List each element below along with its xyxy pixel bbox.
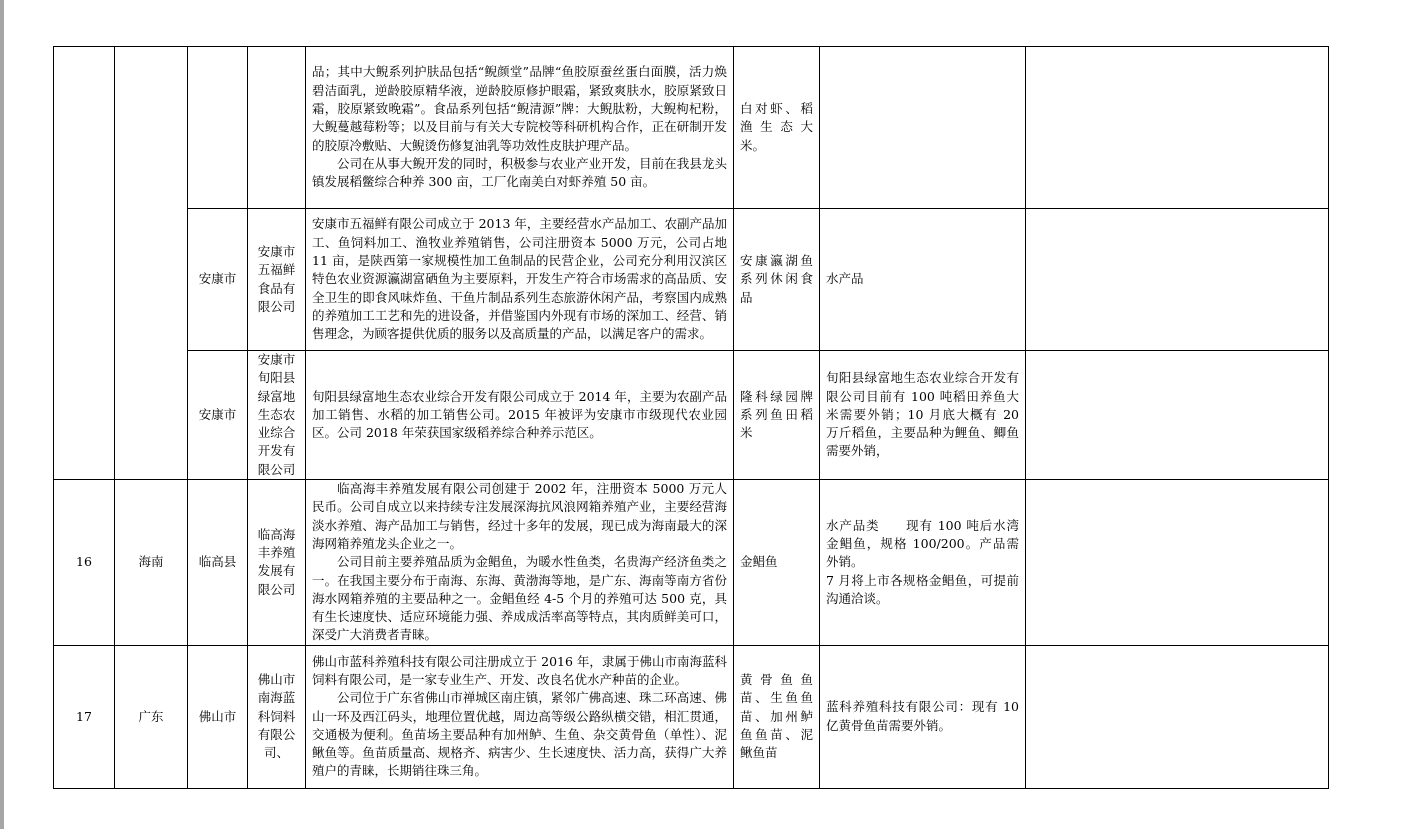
- intro-paragraph: 品；其中大鲵系列护肤品包括“鲵颜堂”品牌“鱼胶原蚕丝蛋白面膜，活力焕碧洁面乳，逆龄胶原精华液，逆龄胶原修护眼霜，紧致爽肤水，胶原紧致日霜，胶原紧致晚霜”。食品系列包括“鲵清源”牌：大鲵肽粉，大鲵枸杞粉，大鲵蔓越莓粉等；以及目前与有关大专院校等科研机构合作，正在研制开发的胶原冷敷贴、大鲵烫伤修复油乳等功效性皮肤护理产品。: [312, 64, 727, 153]
- table-row: [54, 645, 1329, 788]
- city: [188, 47, 248, 209]
- intro-paragraph: 安康市五福鲜有限公司成立于 2013 年，主要经营水产品加工、农副产品加工、鱼饲料加工、渔牧业养殖销售，公司注册资本 5000 万元，公司占地 11 亩，是陕西第一家规模性加工鱼制品的民营企业，公司充分利用汉滨区特色农业资源瀛湖富硒鱼为主要原料，开发生产符合市场需求的高品质、安全卫生的即食风味炸鱼、干鱼片制品系列生态旅游休闲产品，考察国内成熟的养殖加工工艺和先的进设备，并借鉴国内外现有市场的深加工、经营、销售理念，为顾客提供优质的服务以及高质量的产品，以满足客户的需求。: [312, 216, 727, 342]
- table-row: [54, 209, 1329, 351]
- product: 白对虾、稻渔生态大米。: [734, 47, 820, 209]
- remark: [1026, 209, 1329, 351]
- intro-paragraph: 临高海丰养殖发展有限公司创建于 2002 年，注册资本 5000 万元人民币。公司自成立以来持续专注发展深海抗风浪网箱养殖产业，主要经营海淡水养殖、海产品加工与销售，经过十多年的发展，现已成为海南最大的深海网箱养殖龙头企业之一。: [312, 481, 727, 551]
- intro-paragraph: 公司在从事大鲵开发的同时，积极参与农业产业开发，目前在我县龙头镇发展稻鳖综合种养 300 亩，工厂化南美白对虾养殖 50 亩。: [312, 155, 727, 190]
- company-name: 佛山市南海蓝科饲料有限公司、: [248, 645, 306, 788]
- remark: [1026, 351, 1329, 480]
- page-edge: [0, 0, 4, 829]
- row-number: 16: [54, 480, 115, 646]
- remark: [1026, 645, 1329, 788]
- demand: 水产品: [820, 209, 1026, 351]
- table-row: [54, 351, 1329, 480]
- company-name: [248, 47, 306, 209]
- demand: [820, 480, 1026, 646]
- remark: [1026, 480, 1329, 646]
- row-number: 17: [54, 645, 115, 788]
- demand-line: 7 月将上市各规格金鲳鱼，可提前沟通洽谈。: [826, 572, 1019, 606]
- row-number: [54, 47, 115, 480]
- city: 安康市: [188, 209, 248, 351]
- intro-paragraph: 公司目前主要养殖品质为金鲳鱼，为暖水性鱼类，名贵海产经济鱼类之一。在我国主要分布于南海、东海、黄渤海等地，是广东、海南等南方省份海水网箱养殖的主要品种之一。金鲳鱼经 4-5 个月的养殖可达 500 克，具有生长速度快、适应环境能力强、养成成活率高等特点，其肉质鲜美可口，深受广大消费者青睐。: [312, 554, 727, 643]
- company-intro: [306, 209, 734, 351]
- city: 临高县: [188, 480, 248, 646]
- intro-paragraph: 旬阳县绿富地生态农业综合开发有限公司成立于 2014 年，主要为农副产品加工销售、水稻的加工销售公司。2015 年被评为安康市市级现代农业园区。公司 2018 年荣获国家级稻养综合种养示范区。: [312, 388, 727, 441]
- province: [115, 47, 188, 480]
- enterprise-table: [53, 46, 1329, 789]
- city: 佛山市: [188, 645, 248, 788]
- demand-line: 水产品类 现有 100 吨后水湾金鲳鱼，规格 100/200。产品需外销。: [826, 517, 1019, 570]
- province: 广东: [115, 645, 188, 788]
- intro-paragraph: 佛山市蓝科养殖科技有限公司注册成立于 2016 年，隶属于佛山市南海蓝科饲料有限公司，是一家专业生产、开发、改良名优水产种苗的企业。: [312, 653, 727, 687]
- demand: 蓝科养殖科技有限公司：现有 10 亿黄骨鱼苗需要外销。: [820, 645, 1026, 788]
- city: 安康市: [188, 351, 248, 480]
- company-name: 临高海丰养殖发展有限公司: [248, 480, 306, 646]
- product: 金鲳鱼: [734, 480, 820, 646]
- demand: 旬阳县绿富地生态农业综合开发有限公司目前有 100 吨稻田养鱼大米需要外销；10 月底大概有 20 万斤稻鱼，主要品种为鲤鱼、鲫鱼需要外销，: [820, 351, 1026, 480]
- company-intro: [306, 47, 734, 209]
- company-intro: [306, 645, 734, 788]
- demand: [820, 47, 1026, 209]
- province: 海南: [115, 480, 188, 646]
- table-row: [54, 47, 1329, 209]
- product: 隆科绿园牌系列鱼田稻米: [734, 351, 820, 480]
- company-name: 安康市旬阳县绿富地生态农业综合开发有限公司: [248, 351, 306, 480]
- table-row: [54, 480, 1329, 646]
- company-intro: [306, 480, 734, 646]
- remark: [1026, 47, 1329, 209]
- intro-paragraph: 公司位于广东省佛山市禅城区南庄镇，紧邻广佛高速、珠二环高速、佛山一环及西江码头，地理位置优越，周边高等级公路纵横交错，相汇贯通，交通极为便利。鱼苗场主要品种有加州鲈、生鱼、杂交黄骨鱼（单性）、泥鳅鱼等。鱼苗质量高、规格齐、病害少、生长速度快、活力高，获得广大养殖户的青睐，长期销往珠三角。: [312, 690, 727, 779]
- company-intro: [306, 351, 734, 480]
- product: 黄骨鱼鱼苗、生鱼鱼苗、加州鲈鱼鱼苗、泥鳅鱼苗: [734, 645, 820, 788]
- company-name: 安康市五福鲜食品有限公司: [248, 209, 306, 351]
- product: 安康瀛湖鱼系列休闲食品: [734, 209, 820, 351]
